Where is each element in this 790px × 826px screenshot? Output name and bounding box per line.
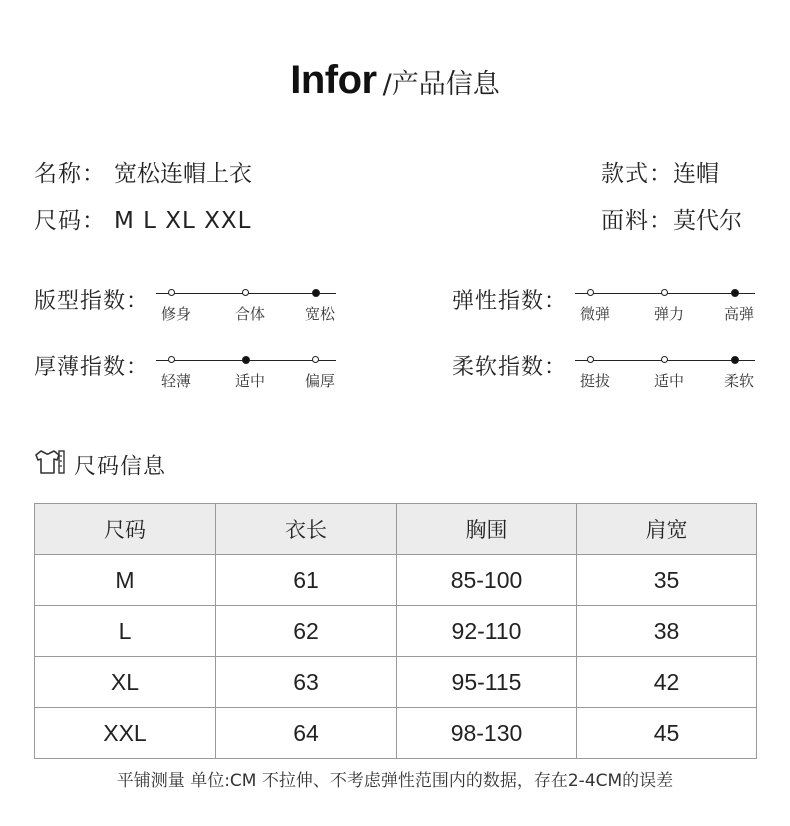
cell-size: XXL	[35, 708, 216, 759]
fit-index-scale	[156, 285, 336, 325]
scale-option-label: 合体	[234, 305, 266, 323]
scale-option-label: 适中	[653, 372, 685, 390]
scale-dot	[312, 356, 319, 363]
cell-chest: 92-110	[397, 606, 577, 657]
scale-option-label: 偏厚	[304, 372, 336, 390]
scale-dot-selected	[242, 356, 250, 364]
column-header-size: 尺码	[35, 504, 216, 555]
scale-dot	[587, 356, 594, 363]
info-name	[34, 155, 252, 188]
size-section-title: 尺码信息	[74, 454, 167, 480]
thickness-index-scale	[156, 352, 336, 392]
scale-dot-selected	[312, 289, 320, 297]
scale-dot	[587, 289, 594, 296]
scale-option-label: 轻薄	[160, 372, 192, 390]
scale-option-label: 柔软	[723, 372, 755, 390]
info-size-value: M L XL XXL	[114, 208, 252, 234]
info-style	[601, 155, 719, 188]
info-style-label: 款式：	[601, 161, 673, 187]
table-row	[35, 606, 757, 657]
info-fabric-value: 莫代尔	[673, 208, 742, 234]
column-header-shoulder: 肩宽	[577, 504, 757, 555]
elasticity-index-scale	[575, 285, 755, 325]
scale-dot	[168, 289, 175, 296]
info-size-label: 尺码：	[34, 208, 106, 234]
scale-option-label: 高弹	[723, 305, 755, 323]
info-name-value: 宽松连帽上衣	[114, 161, 252, 187]
scale-option-label: 宽松	[304, 305, 336, 323]
table-row	[35, 708, 757, 759]
info-name-label: 名称：	[34, 161, 106, 187]
scale-dot-selected	[731, 289, 739, 297]
table-row	[35, 555, 757, 606]
info-size	[34, 202, 252, 235]
cell-chest: 95-115	[397, 657, 577, 708]
scale-option-label: 挺拔	[579, 372, 611, 390]
softness-index-label: 柔软指数：	[452, 355, 568, 380]
scale-dot	[168, 356, 175, 363]
title-english: Infor	[290, 58, 377, 102]
cell-length: 61	[216, 555, 397, 606]
measurement-note: 平铺测量 单位:CM 不拉伸、不考虑弹性范围内的数据，存在2-4CM的误差	[116, 771, 674, 791]
scale-option-label: 适中	[234, 372, 266, 390]
page-title	[0, 58, 790, 103]
cell-chest: 98-130	[397, 708, 577, 759]
cell-shoulder: 35	[577, 555, 757, 606]
scale-option-label: 微弹	[579, 305, 611, 323]
softness-index-scale	[575, 352, 755, 392]
thickness-index-label: 厚薄指数：	[34, 355, 150, 380]
scale-dot	[242, 289, 249, 296]
scale-dot-selected	[731, 356, 739, 364]
cell-length: 64	[216, 708, 397, 759]
scale-dot	[661, 289, 668, 296]
column-header-chest: 胸围	[397, 504, 577, 555]
cell-shoulder: 42	[577, 657, 757, 708]
size-table	[34, 503, 757, 759]
scale-dot	[661, 356, 668, 363]
scale-option-label: 弹力	[653, 305, 685, 323]
cell-shoulder: 45	[577, 708, 757, 759]
info-fabric-label: 面料：	[601, 208, 673, 234]
table-row	[35, 657, 757, 708]
info-fabric	[601, 202, 742, 235]
info-style-value: 连帽	[673, 161, 719, 187]
elasticity-index-label: 弹性指数：	[452, 289, 568, 314]
size-section-header	[34, 448, 166, 482]
cell-size: XL	[35, 657, 216, 708]
cell-length: 62	[216, 606, 397, 657]
scale-option-label: 修身	[160, 305, 192, 323]
fit-index-label: 版型指数：	[34, 289, 150, 314]
cell-size: L	[35, 606, 216, 657]
cell-chest: 85-100	[397, 555, 577, 606]
column-header-length: 衣长	[216, 504, 397, 555]
size-table-header-row	[35, 504, 757, 555]
cell-shoulder: 38	[577, 606, 757, 657]
cell-size: M	[35, 555, 216, 606]
shirt-ruler-icon	[34, 448, 66, 482]
cell-length: 63	[216, 657, 397, 708]
title-chinese: /产品信息	[382, 69, 500, 100]
